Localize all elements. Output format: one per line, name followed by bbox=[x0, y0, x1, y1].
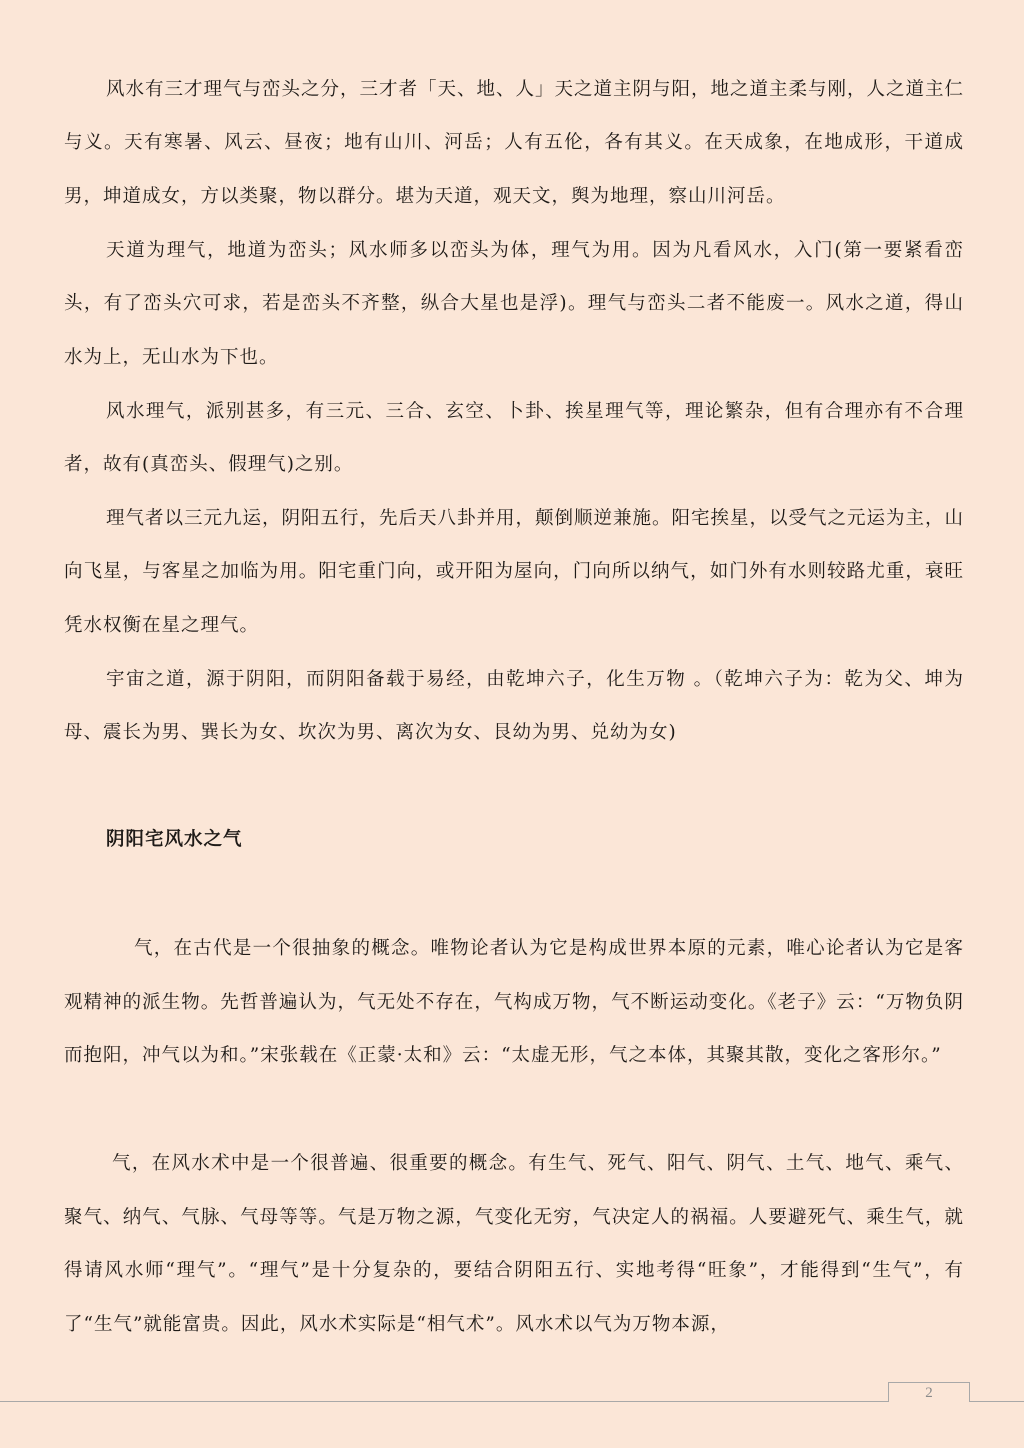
paragraph-qi-fengshui: 气，在风水术中是一个很普遍、很重要的概念。有生气、死气、阳气、阴气、土气、地气、乘气、聚气、纳气、气脉、气母等等。气是万物之源，气变化无穷，气决定人的祸福。人要避死气、乘生气，就得请风水师“理气”。“理气”是十分复杂的，要结合阴阳五行、实地考得“旺象”，才能得到“生气”，有了“生气”就能富贵。因此，风水术实际是“相气术”。风水术以气为万物本源， bbox=[64, 1153, 964, 1335]
paragraph-sancai: 风水有三才理气与峦头之分，三才者「天、地、人」天之道主阴与阳，地之道主柔与刚，人之道主仁与义。天有寒暑、风云、昼夜；地有山川、河岳；人有五伦，各有其义。在天成象，在地成形，干道成男，坤道成女，方以类聚，物以群分。堪为天道，观天文，舆为地理，察山川河岳。 bbox=[64, 79, 965, 207]
paragraph-tiandao: 天道为理气，地道为峦头；风水师多以峦头为体，理气为用。因为凡看风水，入门(第一要紧看峦头，有了峦头穴可求，若是峦头不齐整，纵合大星也是浮)。理气与峦头二者不能废一。风水之道，得山水为上，无山水为下也。 bbox=[64, 240, 964, 368]
footer-divider-left bbox=[0, 1401, 888, 1402]
paragraph-qi-ancient: 气，在古代是一个很抽象的概念。唯物论者认为它是构成世界本原的元素，唯心论者认为它是客观精神的派生物。先哲普遍认为，气无处不存在，气构成万物，气不断运动变化。《老子》云：“万物负阴而抱阳，冲气以为和。”宋张载在《正蒙·太和》云：“太虚无形，气之本体，其聚其散，变化之客形尔。” bbox=[64, 938, 964, 1066]
paragraph-liqi-sanyuan: 理气者以三元九运，阴阳五行，先后天八卦并用，颠倒顺逆兼施。阳宅挨星，以受气之元运为主，山向飞星，与客星之加临为用。阳宅重门向，或开阳为屋向，门向所以纳气，如门外有水则较路尤重，衰旺凭水权衡在星之理气。 bbox=[64, 508, 965, 636]
section-heading: 阴阳宅风水之气 bbox=[106, 829, 243, 850]
paragraph-yuzhou-zhidao: 宇宙之道，源于阴阳，而阴阳备载于易经，由乾坤六子，化生万物 。（乾坤六子为：乾为父、坤为母、震长为男、巽长为女、坎次为男、离次为女、艮幼为男、兑幼为女) bbox=[64, 669, 964, 744]
paragraph-fengshui-liqi: 风水理气，派别甚多，有三元、三合、玄空、卜卦、挨星理气等，理论繁杂，但有合理亦有不合理者，故有(真峦头、假理气)之别。 bbox=[64, 401, 964, 476]
footer-divider-right bbox=[969, 1401, 1024, 1402]
page-number: 2 bbox=[925, 1385, 933, 1401]
